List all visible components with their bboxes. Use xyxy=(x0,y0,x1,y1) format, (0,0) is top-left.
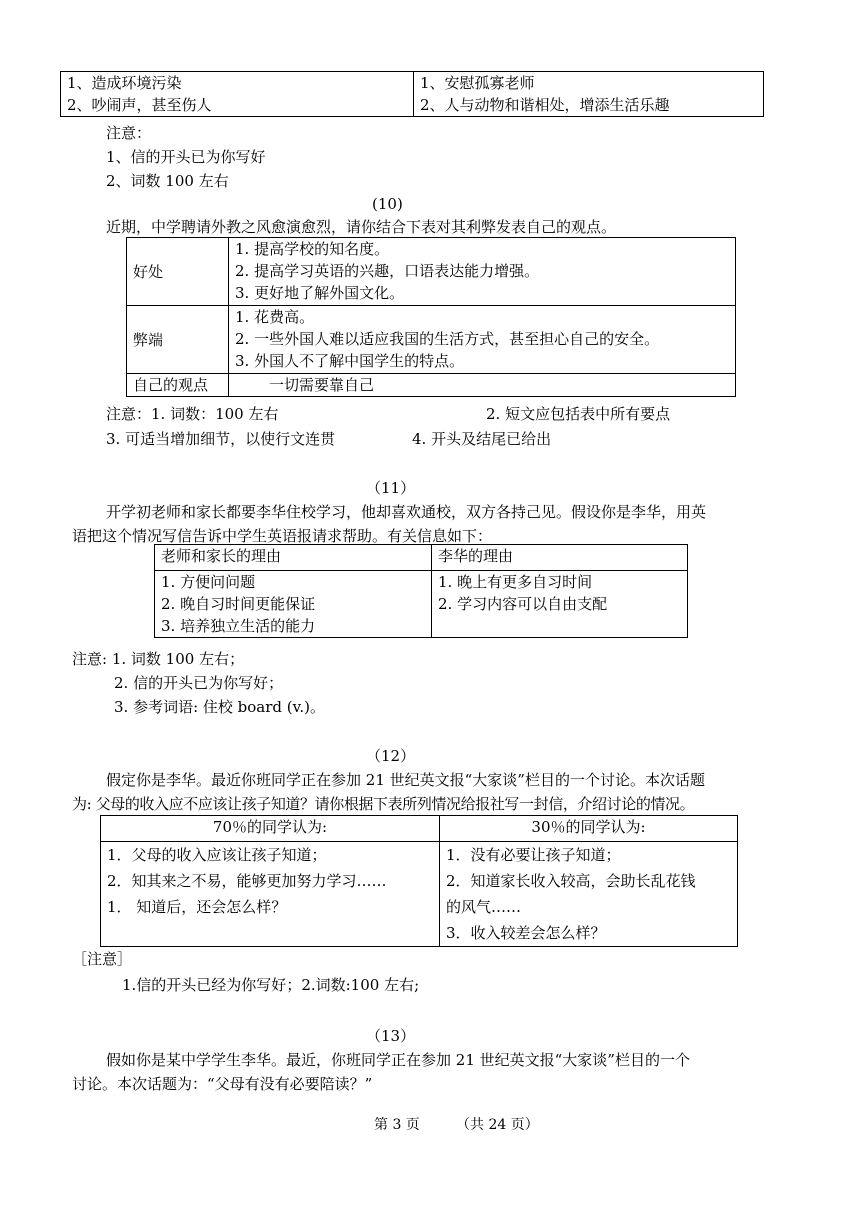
section-10-intro: 近期，中学聘请外教之风愈演愈烈，请你结合下表对其利弊发表自己的观点。 xyxy=(106,218,617,236)
sec11-left-cell xyxy=(155,571,432,638)
section-13-intro: 假如你是某中学学生李华。最近，你班同学正在参加 21 世纪英文报“大家谈”栏目的一个 xyxy=(106,1051,690,1069)
sec12-left-item: 1． 知道后，还会怎么样？ xyxy=(107,898,287,916)
page-number: 第 3 页 xyxy=(374,1117,420,1133)
sec11-left-item: 3. 培养独立生活的能力 xyxy=(161,617,316,635)
sec12-right-item: 3．收入较差会怎么样？ xyxy=(446,924,606,942)
sec10-item: 1. 提高学校的知名度。 xyxy=(235,240,390,258)
sec10-item: 3. 更好地了解外国文化。 xyxy=(235,284,405,302)
sec12-header-left: 70％的同学认为: xyxy=(101,816,440,842)
sec12-left-item: 1．父母的收入应该让孩子知道； xyxy=(107,846,327,864)
sec10-item: 2. 提高学习英语的兴趣，口语表达能力增强。 xyxy=(235,262,540,280)
sec12-header-right: 30％的同学认为: xyxy=(440,816,738,842)
sec10-label-benefits: 好处 xyxy=(127,238,229,306)
sec11-right-cell xyxy=(432,571,688,638)
sec10-label-opinion: 自己的观点 xyxy=(127,374,229,397)
sec12-left-cell xyxy=(101,842,440,947)
top-right-line: 1、安慰孤寡老师 xyxy=(420,74,535,92)
sec12-left-item: 2．知其来之不易，能够更加努力学习…… xyxy=(107,872,387,890)
section-10-number: (10) xyxy=(372,195,403,213)
sec11-header-right: 李华的理由 xyxy=(432,545,688,571)
section-12-intro: 为: 父母的收入应不应该让孩子知道？请你根据下表所列情况给报社写一封信，介绍讨论的情况。 xyxy=(72,795,695,813)
sec12-table xyxy=(100,815,738,947)
sec12-note-title: ［注意］ xyxy=(72,950,133,968)
sec10-item: 1. 花费高。 xyxy=(235,308,315,326)
top-table xyxy=(60,71,764,117)
section-11-number: （11） xyxy=(366,479,416,497)
sec10-drawbacks-cell xyxy=(229,306,736,374)
sec10-table xyxy=(126,237,736,397)
sec10-opinion-cell: 一切需要靠自己 xyxy=(229,374,736,397)
section-13-intro: 讨论。本次话题为：“父母有没有必要陪读？” xyxy=(72,1075,373,1093)
section-13-number: （13） xyxy=(366,1027,416,1045)
sec11-table xyxy=(154,544,688,638)
note-item: 2、词数 100 左右 xyxy=(106,172,229,190)
top-right-line: 2、人与动物和谐相处，增添生活乐趣 xyxy=(420,96,670,114)
sec11-left-item: 1. 方便问问题 xyxy=(161,573,256,591)
sec10-label-drawbacks: 弊端 xyxy=(127,306,229,374)
notes-title: 注意： xyxy=(106,124,152,142)
sec10-note: 2. 短文应包括表中所有要点 xyxy=(486,405,671,423)
sec12-right-item: 2．知道家长收入较高，会助长乱花钱 xyxy=(446,872,696,890)
top-table-right-cell xyxy=(414,72,764,117)
page-total: （共 24 页） xyxy=(456,1117,539,1133)
section-12-intro: 假定你是李华。最近你班同学正在参加 21 世纪英文报“大家谈”栏目的一个讨论。本次话题 xyxy=(106,771,705,789)
sec12-note: 1.信的开头已经为你写好；2.词数:100 左右; xyxy=(122,976,420,994)
note-item: 1、信的开头已为你写好 xyxy=(106,148,266,166)
sec10-note: 3. 可适当增加细节，以使行文连贯 xyxy=(106,430,336,448)
sec11-right-item: 1. 晚上有更多自习时间 xyxy=(438,573,593,591)
top-left-line: 2、吵闹声，甚至伤人 xyxy=(67,96,212,114)
section-12-number: （12） xyxy=(366,747,416,765)
sec11-note: 注意: 1. 词数 100 左右； xyxy=(72,650,245,668)
sec11-left-item: 2. 晚自习时间更能保证 xyxy=(161,595,316,613)
sec12-right-cell xyxy=(440,842,738,947)
top-left-line: 1、造成环境污染 xyxy=(67,74,182,92)
section-11-intro: 语把这个情况写信告诉中学生英语报请求帮助。有关信息如下： xyxy=(72,527,493,545)
sec11-right-item: 2. 学习内容可以自由支配 xyxy=(438,595,608,613)
sec10-note: 注意：1. 词数：100 左右 xyxy=(106,405,279,423)
sec11-note: 3. 参考词语: 住校 board (v.)。 xyxy=(114,698,325,716)
sec12-right-item: 的风气…… xyxy=(446,898,522,916)
section-11-intro: 开学初老师和家长都要李华住校学习，他却喜欢通校，双方各持己见。假设你是李华，用英 xyxy=(106,503,707,521)
sec11-note: 2. 信的开头已为你写好； xyxy=(114,674,284,692)
sec11-header-left: 老师和家长的理由 xyxy=(155,545,432,571)
top-table-left-cell xyxy=(61,72,414,117)
sec10-note: 4. 开头及结尾已给出 xyxy=(412,430,552,448)
sec10-item: 2. 一些外国人难以适应我国的生活方式，甚至担心自己的安全。 xyxy=(235,330,660,348)
sec10-benefits-cell xyxy=(229,238,736,306)
sec10-item: 3. 外国人不了解中国学生的特点。 xyxy=(235,352,465,370)
sec12-right-item: 1．没有必要让孩子知道； xyxy=(446,846,621,864)
